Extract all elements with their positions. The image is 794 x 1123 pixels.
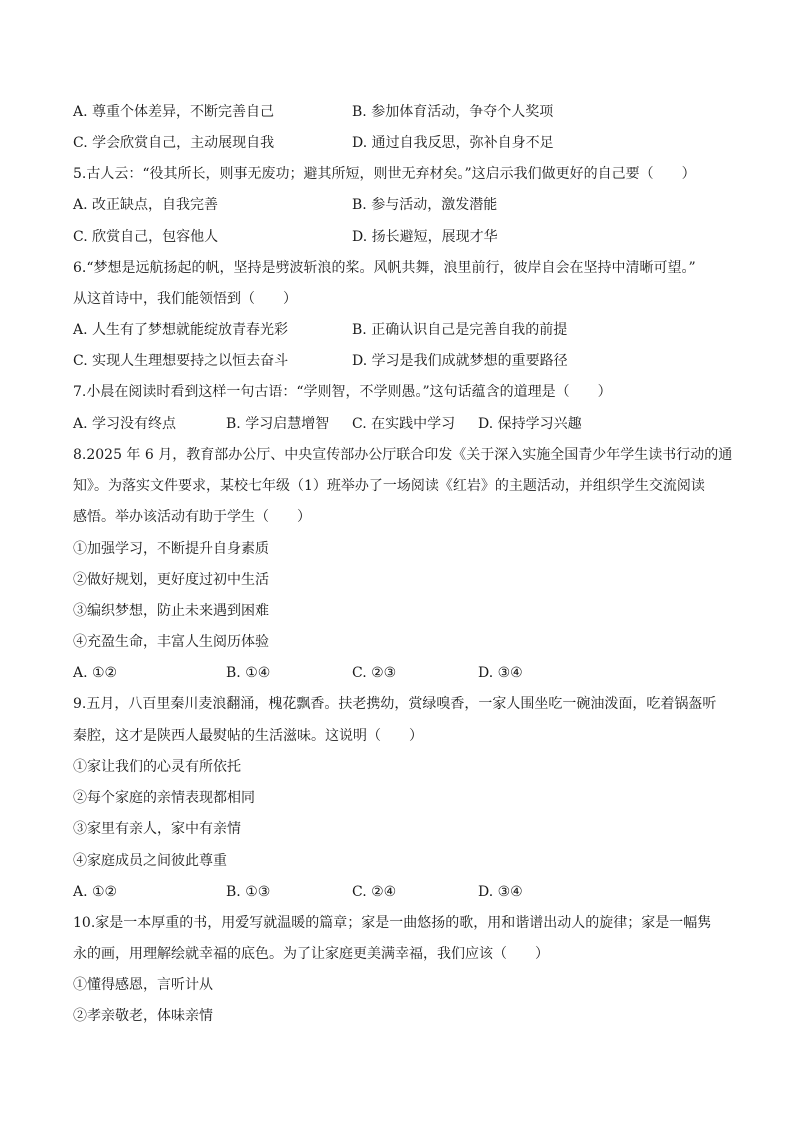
q9-item-3: ③家里有亲人，家中有亲情 xyxy=(73,821,241,837)
q4-option-a: A. 尊重个体差异，不断完善自己 xyxy=(73,104,275,120)
q6-option-a: A. 人生有了梦想就能绽放青春光彩 xyxy=(73,322,289,338)
q5-option-b: B. 参与活动，激发潜能 xyxy=(352,197,498,213)
q5-option-d: D. 扬长避短，展现才华 xyxy=(352,229,498,245)
q10-stem-line-2: 永的画，用理解绘就幸福的底色。为了让家庭更美满幸福，我们应该（ ） xyxy=(73,946,549,962)
q8-item-3: ③编织梦想，防止未来遇到困难 xyxy=(73,603,269,619)
q5-option-a: A. 改正缺点，自我完善 xyxy=(73,197,219,213)
q6-stem-line-2: 从这首诗中，我们能领悟到（ ） xyxy=(73,291,297,307)
q10-item-2: ②孝亲敬老，体味亲情 xyxy=(73,1008,213,1024)
q9-option-c: C. ②④ xyxy=(352,884,397,900)
q6-option-c: C. 实现人生理想要持之以恒去奋斗 xyxy=(73,353,289,369)
q7-option-c: C. 在实践中学习 xyxy=(352,416,456,432)
q7-option-a: A. 学习没有终点 xyxy=(73,416,177,432)
q9-item-1: ①家让我们的心灵有所依托 xyxy=(73,759,241,775)
q9-item-2: ②每个家庭的亲情表现都相同 xyxy=(73,790,255,806)
q7-option-d: D. 保持学习兴趣 xyxy=(478,416,582,432)
q8-item-1: ①加强学习，不断提升自身素质 xyxy=(73,541,269,557)
q8-stem-line-3: 感悟。举办该活动有助于学生（ ） xyxy=(73,509,311,525)
q8-option-c: C. ②③ xyxy=(352,665,397,681)
q8-stem-line-2: 知》。为落实文件要求，某校七年级（1）班举办了一场阅读《红岩》的主题活动，并组织学生交流阅读 xyxy=(73,478,705,494)
q4-option-b: B. 参加体育活动，争夺个人奖项 xyxy=(352,104,554,120)
q8-option-a: A. ①② xyxy=(73,665,118,681)
q5-option-c: C. 欣赏自己，包容他人 xyxy=(73,229,219,245)
q9-option-a: A. ①② xyxy=(73,884,118,900)
q6-option-d: D. 学习是我们成就梦想的重要路径 xyxy=(352,353,568,369)
q10-stem-line-1: 10.家是一本厚重的书，用爱写就温暖的篇章；家是一曲悠扬的歌，用和谐谱出动人的旋律；家是一幅隽 xyxy=(73,915,712,931)
q6-option-b: B. 正确认识自己是完善自我的前提 xyxy=(352,322,568,338)
q8-option-d: D. ③④ xyxy=(478,665,523,681)
q9-stem-line-2: 秦腔，这才是陕西人最熨帖的生活滋味。这说明（ ） xyxy=(73,728,423,744)
q5-stem: 5.古人云：“役其所长，则事无废功；避其所短，则世无弃材矣。”这启示我们做更好的自己要（ ） xyxy=(73,166,696,182)
q10-item-1: ①懂得感恩，言听计从 xyxy=(73,977,213,993)
q8-item-4: ④充盈生命，丰富人生阅历体验 xyxy=(73,634,269,650)
q7-option-b: B. 学习启慧增智 xyxy=(226,416,330,432)
q8-item-2: ②做好规划，更好度过初中生活 xyxy=(73,572,269,588)
q7-stem: 7.小晨在阅读时看到这样一句古语：“学则智，不学则愚。”这句话蕴含的道理是（ ） xyxy=(73,384,612,400)
q9-option-d: D. ③④ xyxy=(478,884,523,900)
q8-option-b: B. ①④ xyxy=(226,665,271,681)
q4-option-c: C. 学会欣赏自己，主动展现自我 xyxy=(73,135,275,151)
q4-option-d: D. 通过自我反思，弥补自身不足 xyxy=(352,135,554,151)
q9-stem-line-1: 9.五月，八百里秦川麦浪翻涌，槐花飘香。扶老携幼，赏绿嗅香，一家人围坐吃一碗油泼面，吃着锅盔听 xyxy=(73,696,717,712)
q9-option-b: B. ①③ xyxy=(226,884,271,900)
q6-stem-line-1: 6.“梦想是远航扬起的帆，坚持是劈波斩浪的桨。风帆共舞，浪里前行，彼岸自会在坚持中清晰可望。” xyxy=(73,260,696,276)
q9-item-4: ④家庭成员之间彼此尊重 xyxy=(73,853,227,869)
q8-stem-line-1: 8.2025 年 6 月，教育部办公厅、中央宣传部办公厅联合印发《关于深入实施全国青少年学生读书行动的通 xyxy=(73,447,733,463)
